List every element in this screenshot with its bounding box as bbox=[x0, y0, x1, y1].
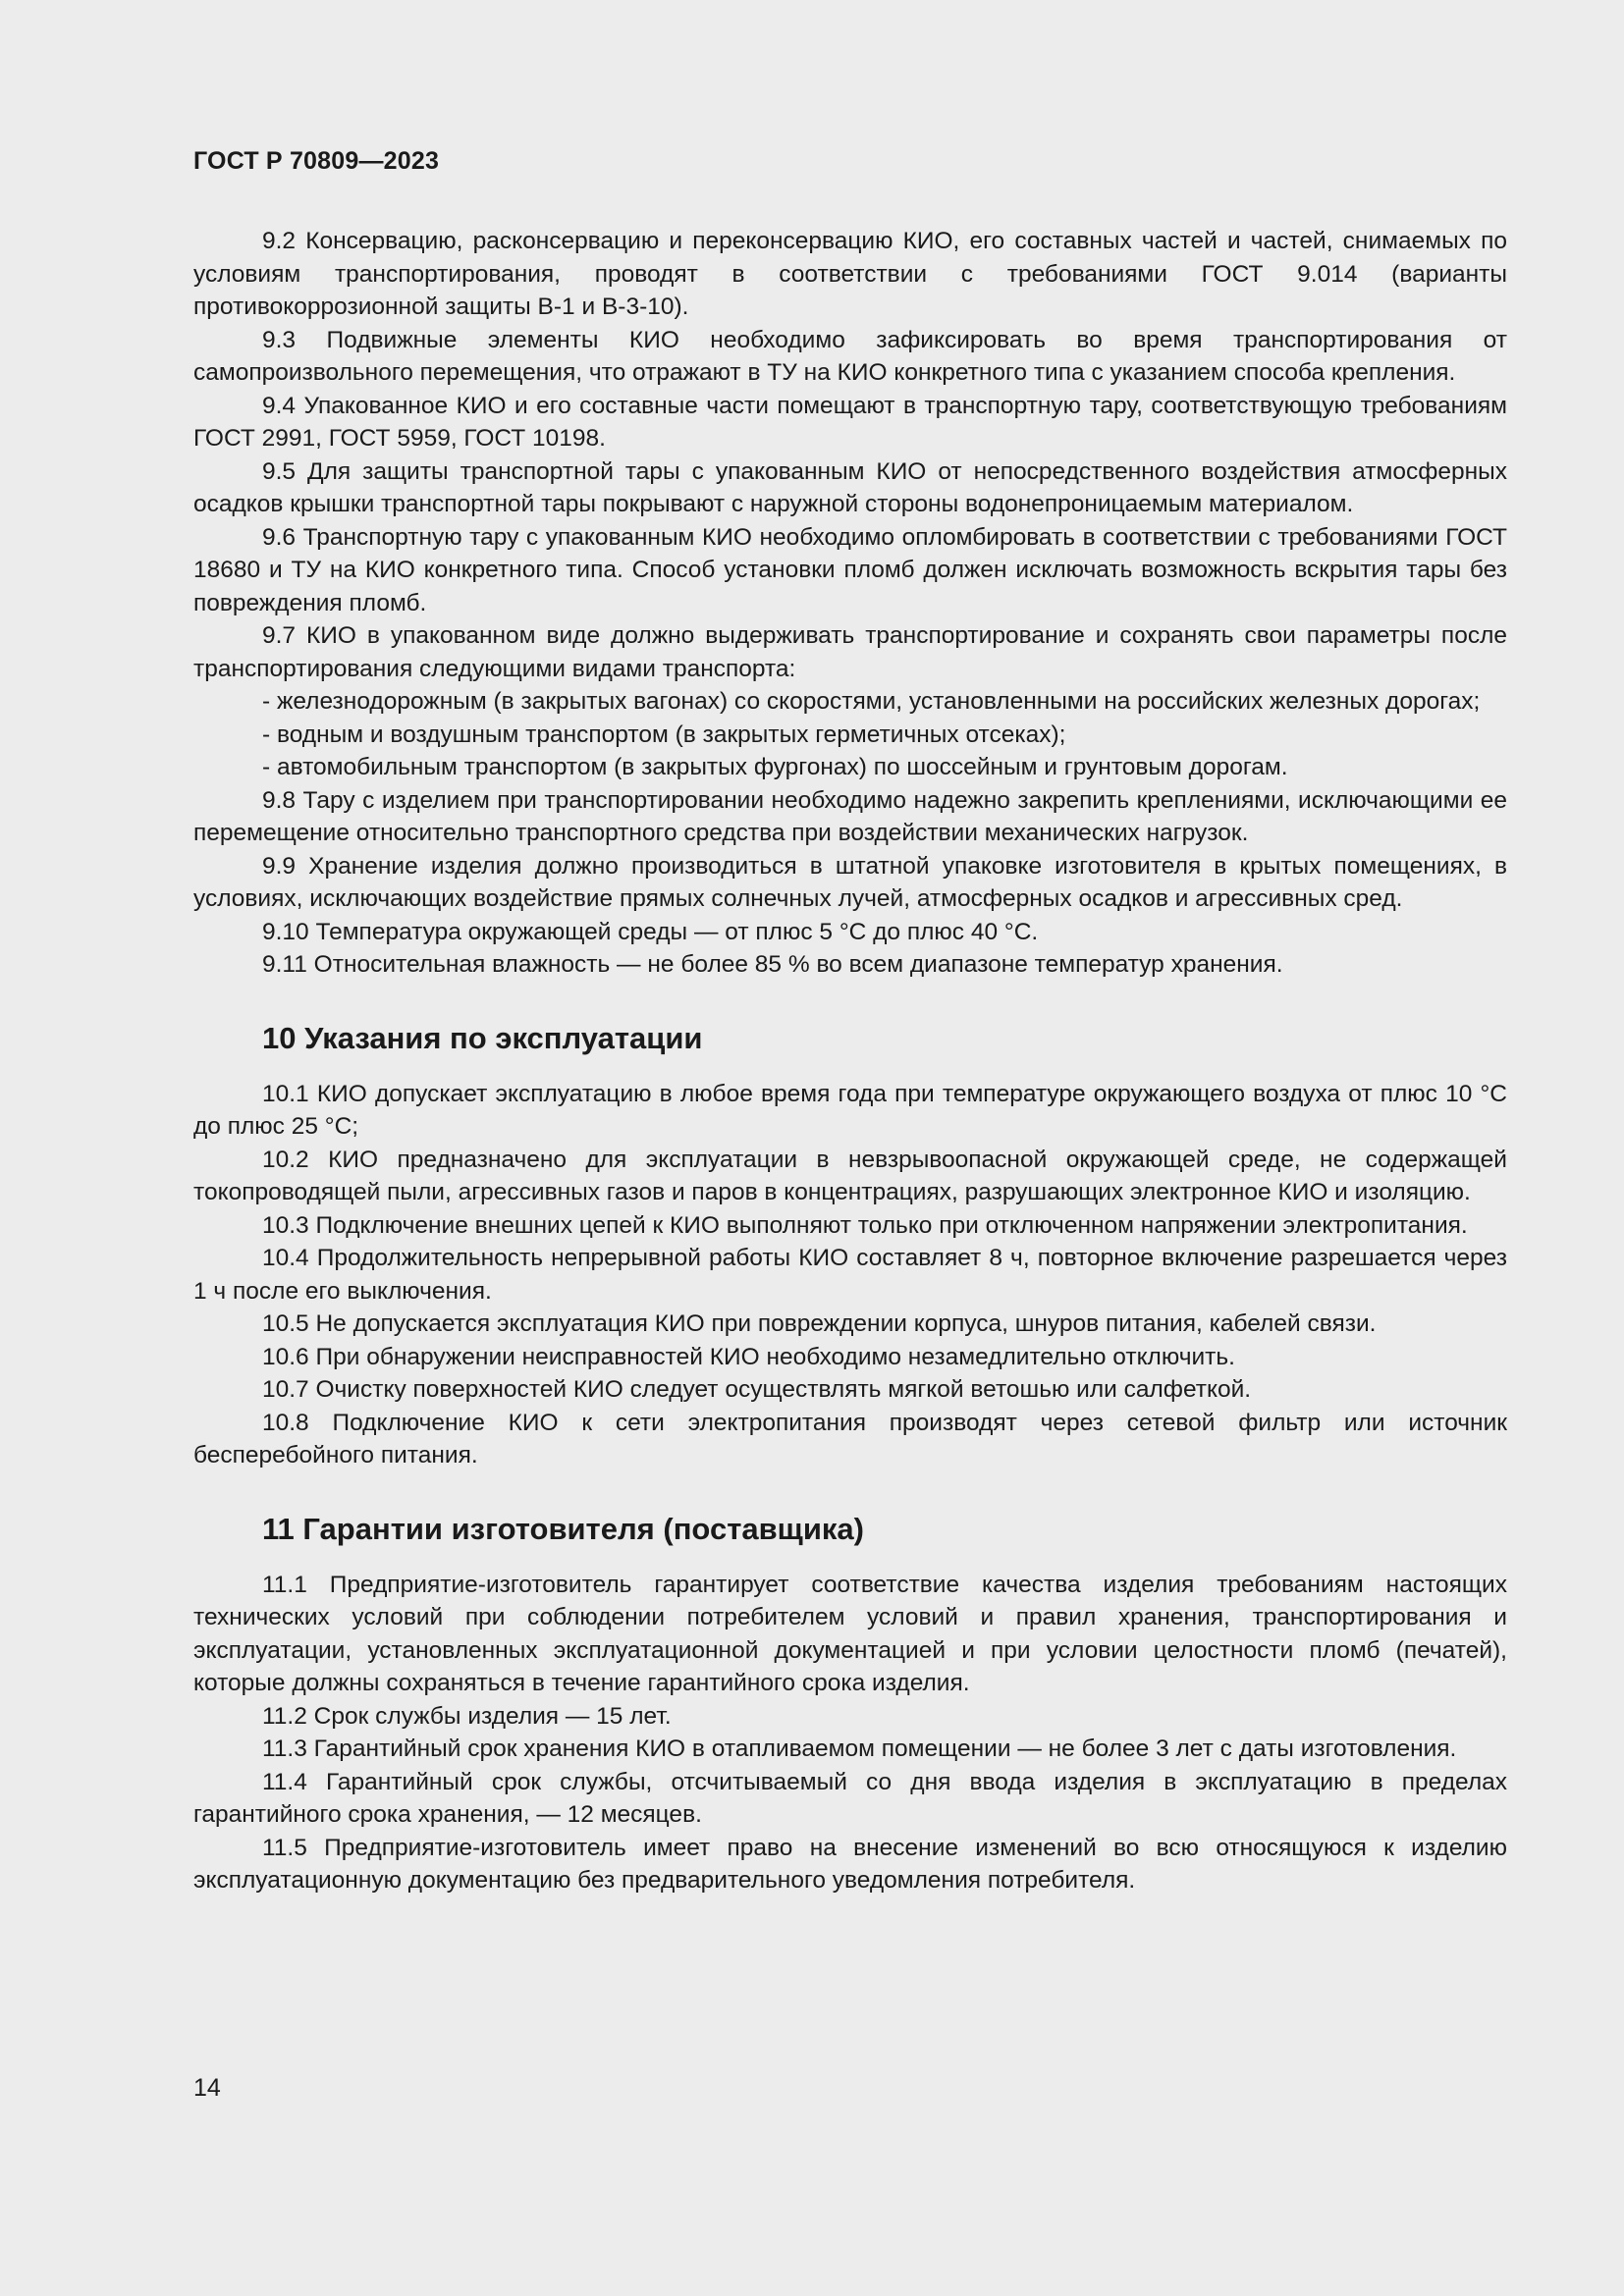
paragraph-9-2: 9.2 Консервацию, расконсервацию и переконсервацию КИО, его составных частей и частей, снимаемых по условиям транспортирования, проводят в соответствии с требованиями ГОСТ 9.014 (варианты противокоррозионной защиты В-1 и В-3-10). bbox=[193, 228, 1507, 320]
paragraph-10-5: 10.5 Не допускается эксплуатация КИО при повреждении корпуса, шнуров питания, кабелей связи. bbox=[262, 1310, 1377, 1337]
section-9-text bbox=[193, 225, 1507, 982]
paragraph-9-7: 9.7 КИО в упакованном виде должно выдерживать транспортирование и сохранять свои параметры после транспортирования следующими видами транспорта: bbox=[193, 622, 1507, 682]
section-10-heading: 10 Указания по эксплуатации bbox=[262, 1020, 703, 1055]
list-item-road: - автомобильным транспортом (в закрытых фургонах) по шоссейным и грунтовым дорогам. bbox=[262, 754, 1288, 780]
page-number: 14 bbox=[193, 2074, 221, 2102]
paragraph-10-6: 10.6 При обнаружении неисправностей КИО необходимо незамедлительно отключить. bbox=[262, 1343, 1235, 1370]
paragraph-9-8: 9.8 Тару с изделием при транспортировании необходимо надежно закрепить креплениями, исключающими ее перемещение относительно транспортного средства при воздействии механических нагрузок. bbox=[193, 786, 1507, 846]
paragraph-11-5: 11.5 Предприятие-изготовитель имеет право на внесение изменений во всю относящуюся к изделию эксплуатационную документацию без предварительного уведомления потребителя. bbox=[193, 1834, 1507, 1894]
paragraph-11-4: 11.4 Гарантийный срок службы, отсчитываемый со дня ввода изделия в эксплуатацию в пределах гарантийного срока хранения, — 12 месяцев. bbox=[193, 1768, 1507, 1828]
section-10-text bbox=[193, 1078, 1507, 1472]
paragraph-9-5: 9.5 Для защиты транспортной тары с упакованным КИО от непосредственного воздействия атмосферных осадков крышки транспортной тары покрывают с наружной стороны водонепроницаемым материалом. bbox=[193, 457, 1507, 517]
paragraph-9-6: 9.6 Транспортную тару с упакованным КИО необходимо опломбировать в соответствии с требованиями ГОСТ 18680 и ТУ на КИО конкретного типа. Способ установки пломб должен исключать возможность вскрытия тары без повреждения пломб. bbox=[193, 523, 1507, 616]
paragraph-9-9: 9.9 Хранение изделия должно производиться в штатной упаковке изготовителя в крытых помещениях, в условиях, исключающих воздействие прямых солнечных лучей, атмосферных осадков и агрессивных сред. bbox=[193, 852, 1507, 912]
paragraph-9-11: 9.11 Относительная влажность — не более 85 % во всем диапазоне температур хранения. bbox=[262, 951, 1283, 978]
paragraph-10-1: 10.1 КИО допускает эксплуатацию в любое время года при температуре окружающего воздуха от плюс 10 °С до плюс 25 °С; bbox=[193, 1080, 1507, 1140]
paragraph-10-2: 10.2 КИО предназначено для эксплуатации в невзрывоопасной окружающей среде, не содержащей токопроводящей пыли, агрессивных газов и паров в концентрациях, разрушающих электронное КИО и изоляцию. bbox=[193, 1146, 1507, 1205]
paragraph-9-3: 9.3 Подвижные элементы КИО необходимо зафиксировать во время транспортирования от самопроизвольного перемещения, что отражают в ТУ на КИО конкретного типа с указанием способа крепления. bbox=[193, 326, 1507, 386]
paragraph-10-3: 10.3 Подключение внешних цепей к КИО выполняют только при отключенном напряжении электропитания. bbox=[262, 1211, 1468, 1239]
paragraph-10-8: 10.8 Подключение КИО к сети электропитания производят через сетевой фильтр или источник бесперебойного питания. bbox=[193, 1409, 1507, 1468]
paragraph-11-1: 11.1 Предприятие-изготовитель гарантирует соответствие качества изделия требованиям настоящих технических условий при соблюдении потребителем условий и правил хранения, транспортирования и эксплуатации, установленных эксплуатационной документацией и при условии целостности пломб (печатей), которые должны сохраняться в течение гарантийного срока изделия. bbox=[193, 1571, 1507, 1696]
list-item-water-air: - водным и воздушным транспортом (в закрытых герметичных отсеках); bbox=[262, 721, 1066, 748]
section-11-heading: 11 Гарантии изготовителя (поставщика) bbox=[262, 1511, 864, 1546]
list-item-railway: - железнодорожным (в закрытых вагонах) со скоростями, установленными на российских железных дорогах; bbox=[262, 688, 1481, 715]
paragraph-9-10: 9.10 Температура окружающей среды — от плюс 5 °С до плюс 40 °С. bbox=[262, 918, 1039, 945]
section-11-text bbox=[193, 1569, 1507, 1897]
document-body bbox=[193, 225, 1507, 1897]
paragraph-9-4: 9.4 Упакованное КИО и его составные части помещают в транспортную тару, соответствующую требованиям ГОСТ 2991, ГОСТ 5959, ГОСТ 10198. bbox=[193, 392, 1507, 452]
paragraph-10-7: 10.7 Очистку поверхностей КИО следует осуществлять мягкой ветошью или салфеткой. bbox=[262, 1376, 1252, 1403]
paragraph-10-4: 10.4 Продолжительность непрерывной работы КИО составляет 8 ч, повторное включение разрешается через 1 ч после его выключения. bbox=[193, 1245, 1507, 1305]
document-code-header: ГОСТ Р 70809—2023 bbox=[193, 147, 440, 175]
paragraph-11-2: 11.2 Срок службы изделия — 15 лет. bbox=[262, 1702, 672, 1730]
paragraph-11-3: 11.3 Гарантийный срок хранения КИО в отапливаемом помещении — не более 3 лет с даты изготовления. bbox=[262, 1735, 1457, 1762]
